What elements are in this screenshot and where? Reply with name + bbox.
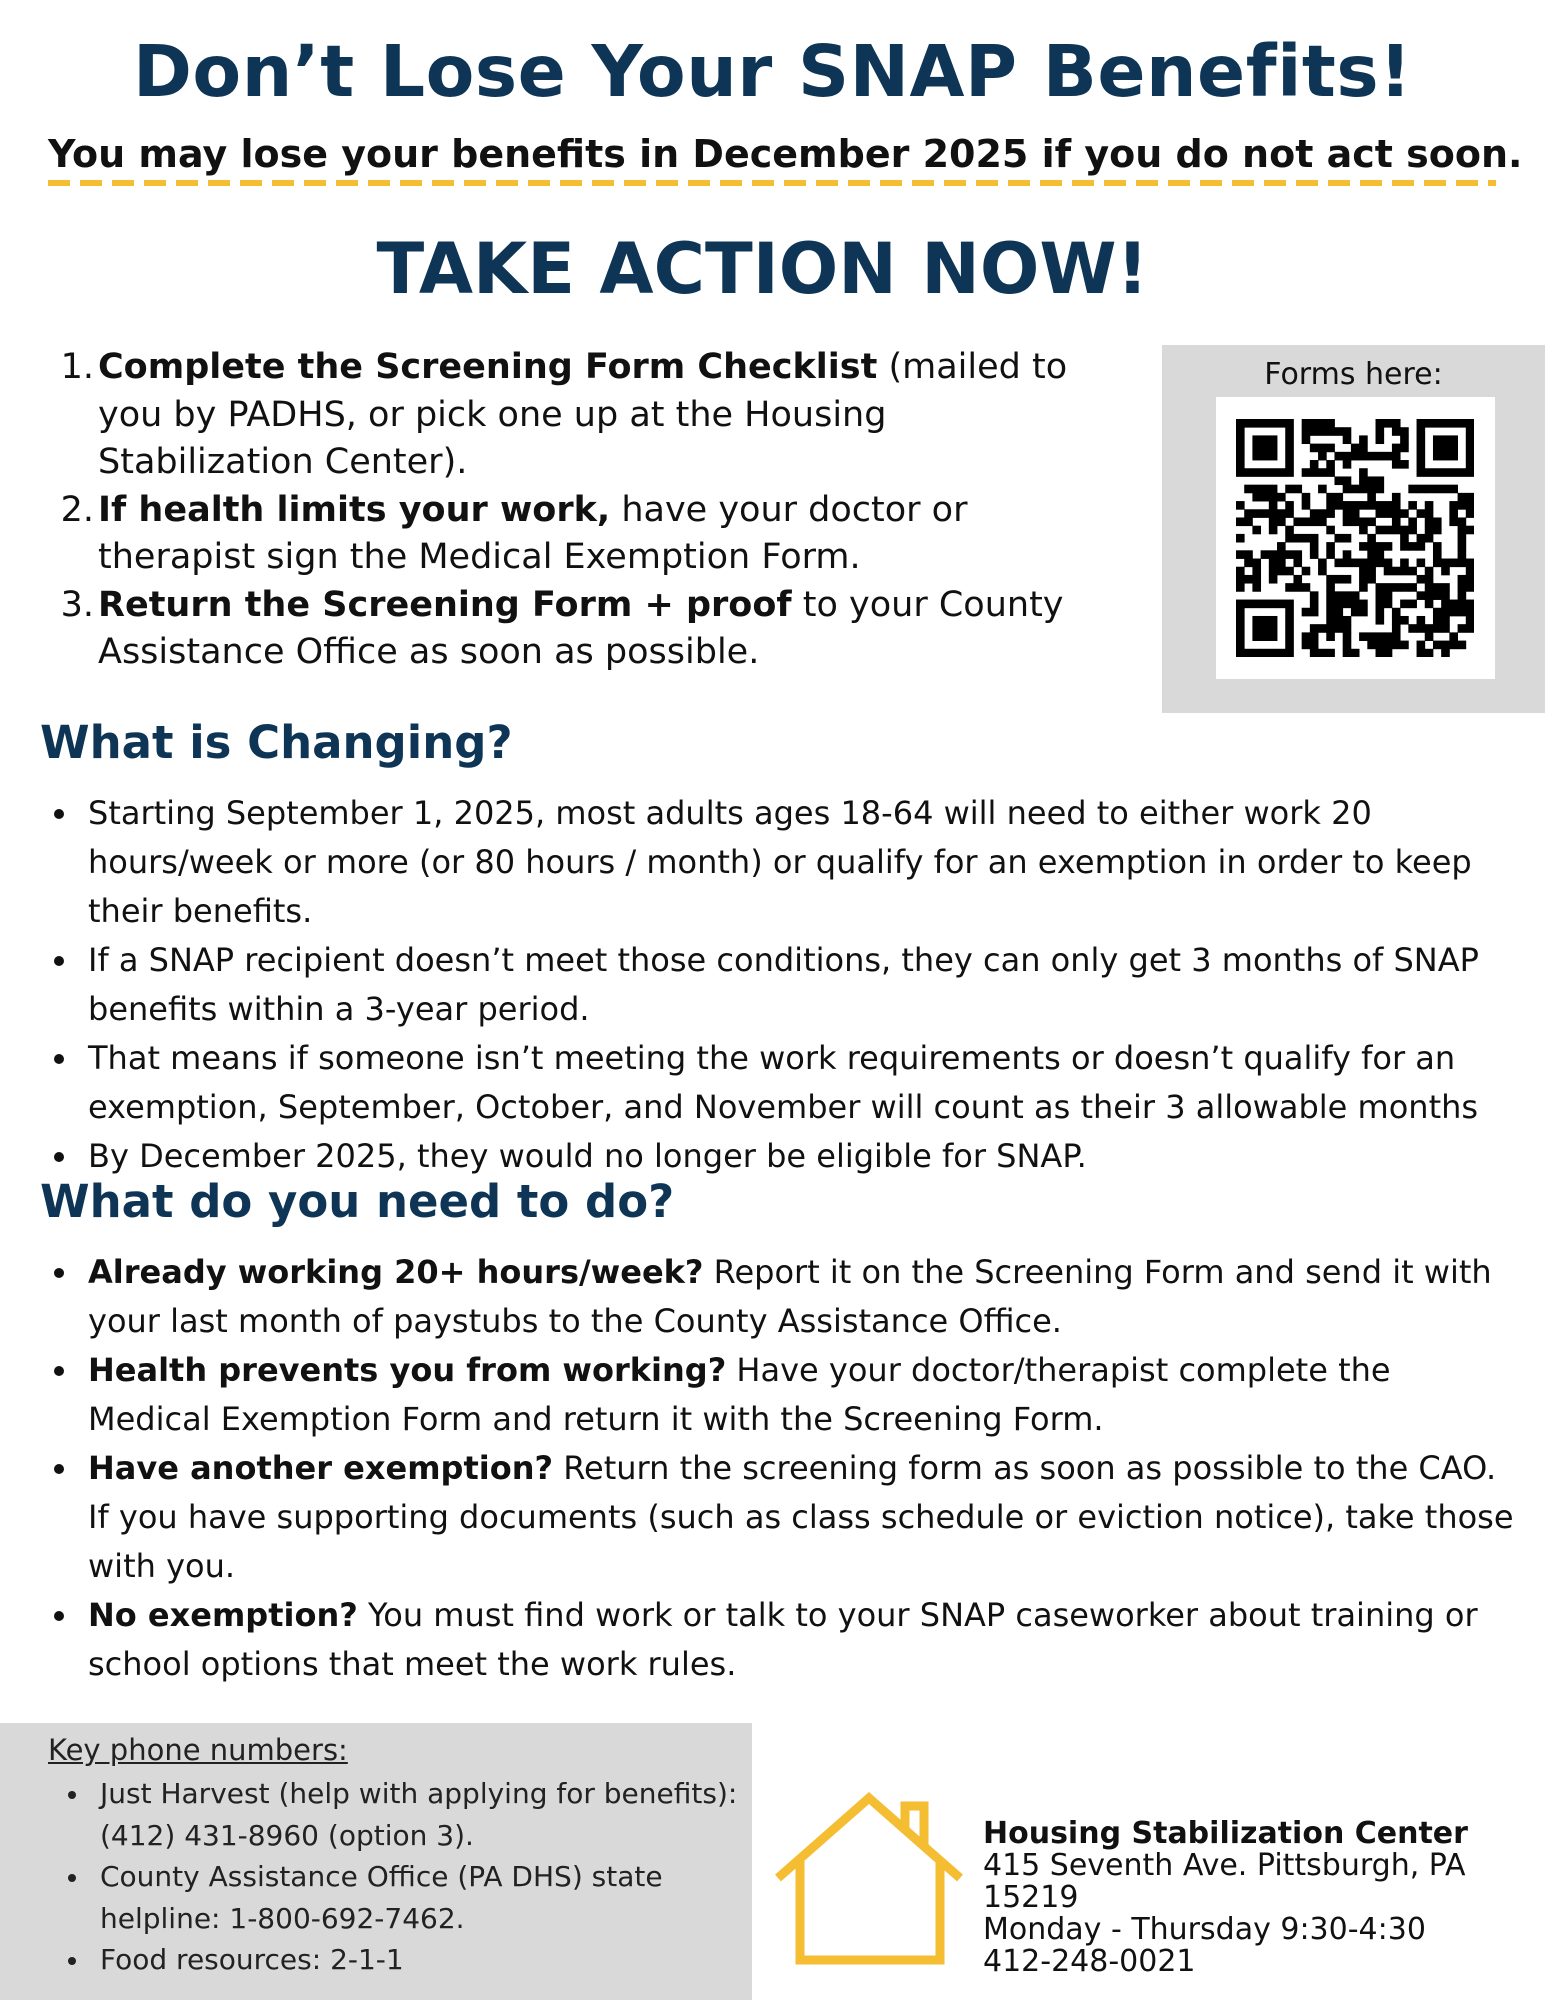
center-phone: 412-248-0021 [983, 1944, 1196, 1979]
qr-code-frame[interactable] [1216, 397, 1495, 679]
todo-heading: What do you need to do? [40, 1175, 675, 1228]
qr-panel [1162, 345, 1545, 713]
page-title: Don’t Lose Your SNAP Benefits! [132, 30, 1413, 113]
qr-label: Forms here: [1264, 357, 1443, 392]
phone-numbers-title: Key phone numbers: [48, 1733, 348, 1767]
list-item: Already working 20+ hours/week? Report it on the Screening Form and send it with your last month of paystubs to the County Assistance Office. [48, 1248, 1518, 1346]
take-action-heading: TAKE ACTION NOW! [376, 228, 1149, 310]
todo-list [48, 1248, 1518, 1689]
action-step: 2. If health limits your work, have your doctor or therapist sign the Medical Exemption Form. [60, 489, 968, 577]
qr-code-icon[interactable] [1236, 419, 1474, 657]
phone-numbers-panel [0, 1723, 752, 2000]
list-item: That means if someone isn’t meeting the work requirements or doesn’t qualify for an exemption, September, October, and November will count as their 3 allowable months [48, 1034, 1518, 1132]
center-address: 415 Seventh Ave. Pittsburgh, PA 15219 [983, 1848, 1466, 1915]
dashed-underline [48, 180, 1496, 186]
list-item: By December 2025, they would no longer be eligible for SNAP. [48, 1132, 1518, 1181]
center-name: Housing Stabilization Center [983, 1816, 1468, 1851]
changing-list [48, 789, 1518, 1181]
house-logo-icon [772, 1788, 968, 1968]
list-item: Health prevents you from working? Have your doctor/therapist complete the Medical Exemption Form and return it with the Screening Form. [48, 1346, 1518, 1444]
center-contact [983, 1818, 1545, 1978]
center-hours: Monday - Thursday 9:30-4:30 [983, 1912, 1426, 1947]
list-item: No exemption? You must find work or talk to your SNAP caseworker about training or school options that meet the work rules. [48, 1591, 1518, 1689]
warning-subtitle: You may lose your benefits in December 2025 if you do not act soon. [48, 132, 1523, 176]
list-item: Have another exemption? Return the screening form as soon as possible to the CAO. If you have supporting documents (such as class schedule or eviction notice), take those with you. [48, 1444, 1518, 1591]
action-steps-list [50, 344, 1110, 677]
phone-list [60, 1773, 740, 1981]
action-step: 3. Return the Screening Form + proof to your County Assistance Office as soon as possible. [60, 584, 1064, 672]
changing-heading: What is Changing? [40, 716, 513, 769]
phone-item: County Assistance Office (PA DHS) state helpline: 1-800-692-7462. [60, 1856, 740, 1939]
action-step: 1. Complete the Screening Form Checklist (mailed to you by PADHS, or pick one up at the Housing Stabilization Center). [60, 347, 1068, 482]
list-item: Starting September 1, 2025, most adults ages 18-64 will need to either work 20 hours/week or more (or 80 hours / month) or qualify for an exemption in order to keep their benefits. [48, 789, 1518, 936]
list-item: If a SNAP recipient doesn’t meet those conditions, they can only get 3 months of SNAP benefits within a 3-year period. [48, 936, 1518, 1034]
phone-item: Food resources: 2-1-1 [60, 1939, 740, 1981]
phone-item: Just Harvest (help with applying for benefits): (412) 431-8960 (option 3). [60, 1773, 740, 1856]
